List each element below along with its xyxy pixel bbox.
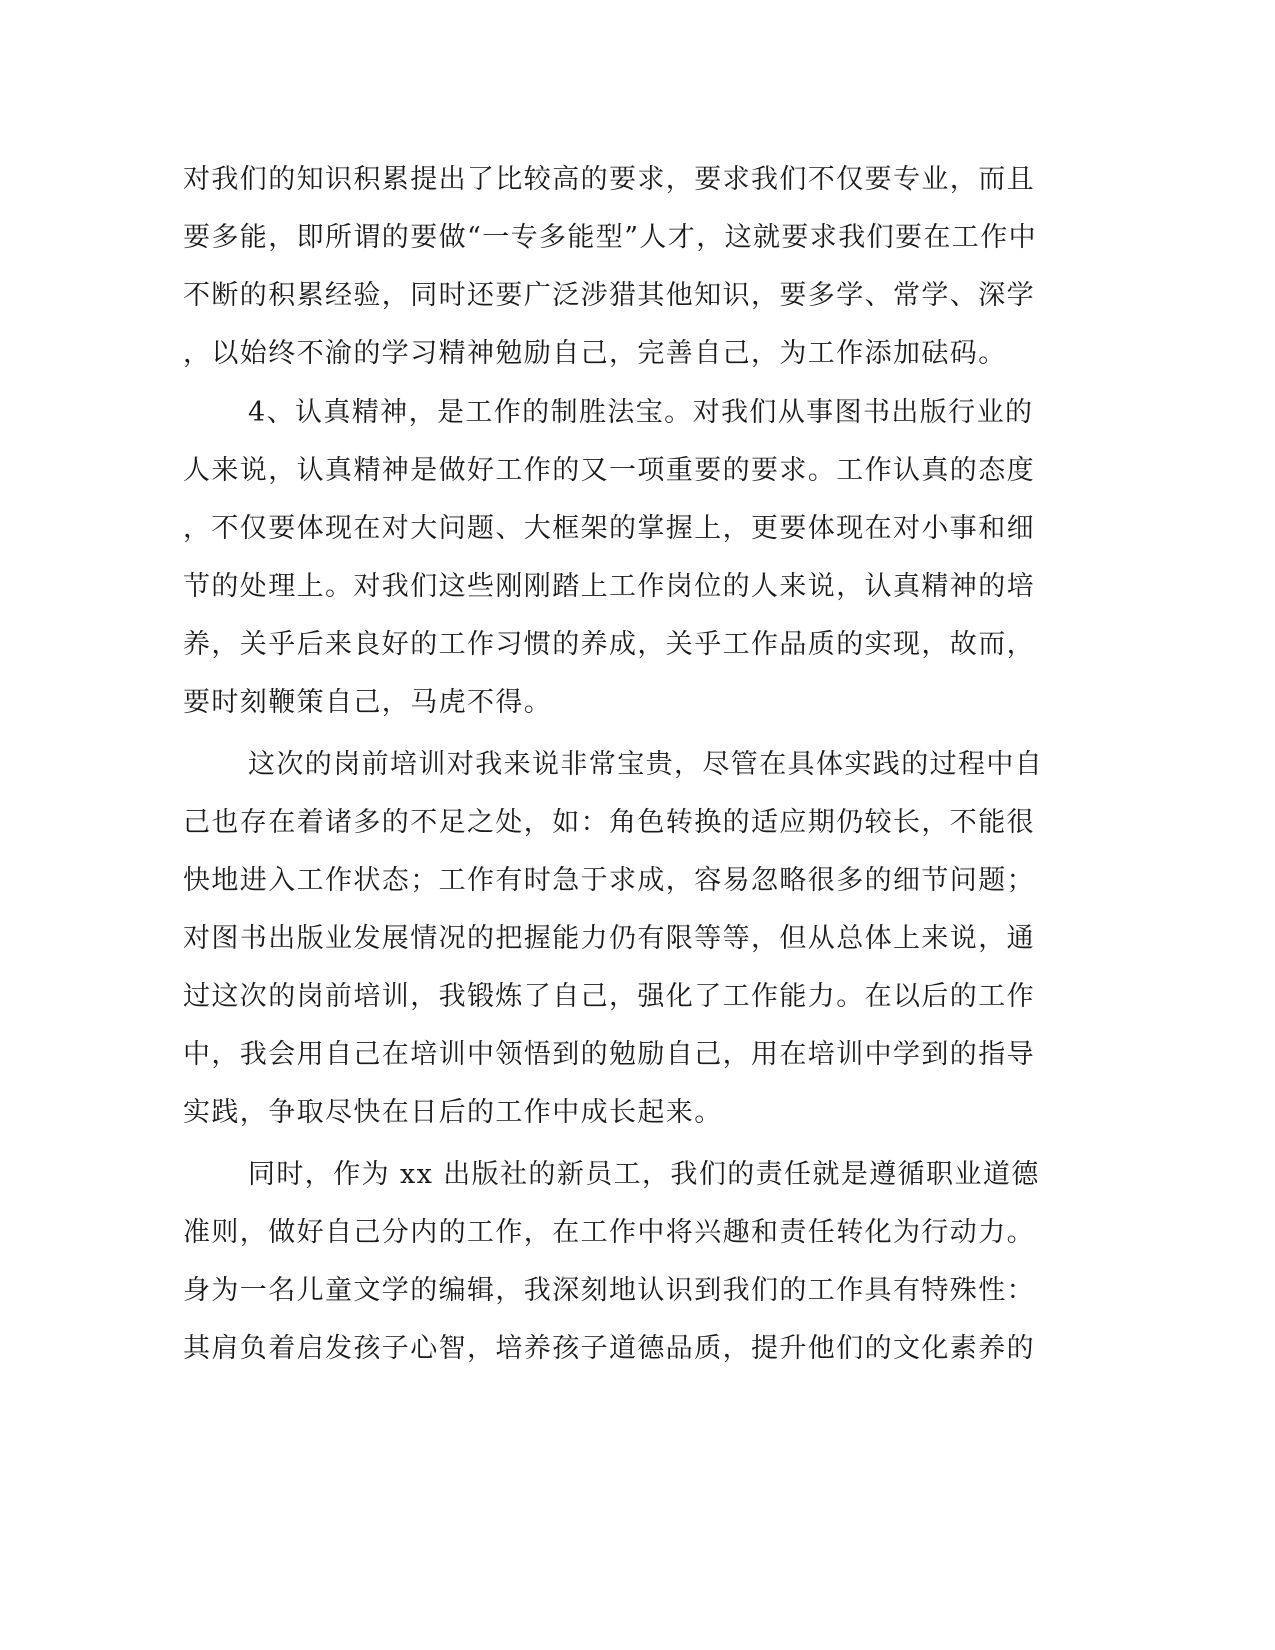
text-line: 对图书出版业发展情况的把握能力仍有限等等，但从总体上来说，通 [183,923,1035,954]
text-line: 人来说，认真精神是做好工作的又一项重要的要求。工作认真的态度 [183,455,1035,486]
text-line: 身为一名儿童文学的编辑，我深刻地认识到我们的工作具有特殊性： [183,1275,1035,1306]
paragraph-first-line: 这次的岗前培训对我来说非常宝贵，尽管在具体实践的过程中自 [248,749,1044,780]
text-line: 过这次的岗前培训，我锻炼了自己，强化了工作能力。在以后的工作 [183,981,1035,1012]
text-line: ，以始终不渝的学习精神勉励自己，完善自己，为工作添加砝码。 [183,338,1007,369]
text-line: 要多能，即所谓的要做“一专多能型”人才，这就要求我们要在工作中 [183,222,1038,253]
text-line: 对我们的知识积累提出了比较高的要求，要求我们不仅要专业，而且 [183,164,1035,195]
text-line: 养，关乎后来良好的工作习惯的养成，关乎工作品质的实现，故而， [183,629,1035,660]
text-line: 要时刻鞭策自己，马虎不得。 [183,687,553,718]
text-line: 不断的积累经验，同时还要广泛涉猎其他知识，要多学、常学、深学 [183,280,1035,311]
text-line: 快地进入工作状态；工作有时急于求成，容易忽略很多的细节问题； [183,865,1035,896]
text-line: 节的处理上。对我们这些刚刚踏上工作岗位的人来说，认真精神的培 [183,571,1035,602]
text-line: ，不仅要体现在对大问题、大框架的掌握上，更要体现在对小事和细 [183,513,1035,544]
text-line: 准则，做好自己分内的工作，在工作中将兴趣和责任转化为行动力。 [183,1217,1035,1248]
paragraph-first-line: 同时，作为 xx 出版社的新员工，我们的责任就是遵循职业道德 [248,1159,1040,1190]
paragraph-first-line: 4、认真精神，是工作的制胜法宝。对我们从事图书出版行业的 [248,397,1034,428]
text-line: 己也存在着诸多的不足之处，如：角色转换的适应期仍较长，不能很 [183,807,1035,838]
text-line: 中，我会用自己在培训中领悟到的勉励自己，用在培训中学到的指导 [183,1039,1035,1070]
text-line: 其肩负着启发孩子心智，培养孩子道德品质，提升他们的文化素养的 [183,1333,1035,1364]
text-line: 实践，争取尽快在日后的工作中成长起来。 [183,1097,723,1128]
